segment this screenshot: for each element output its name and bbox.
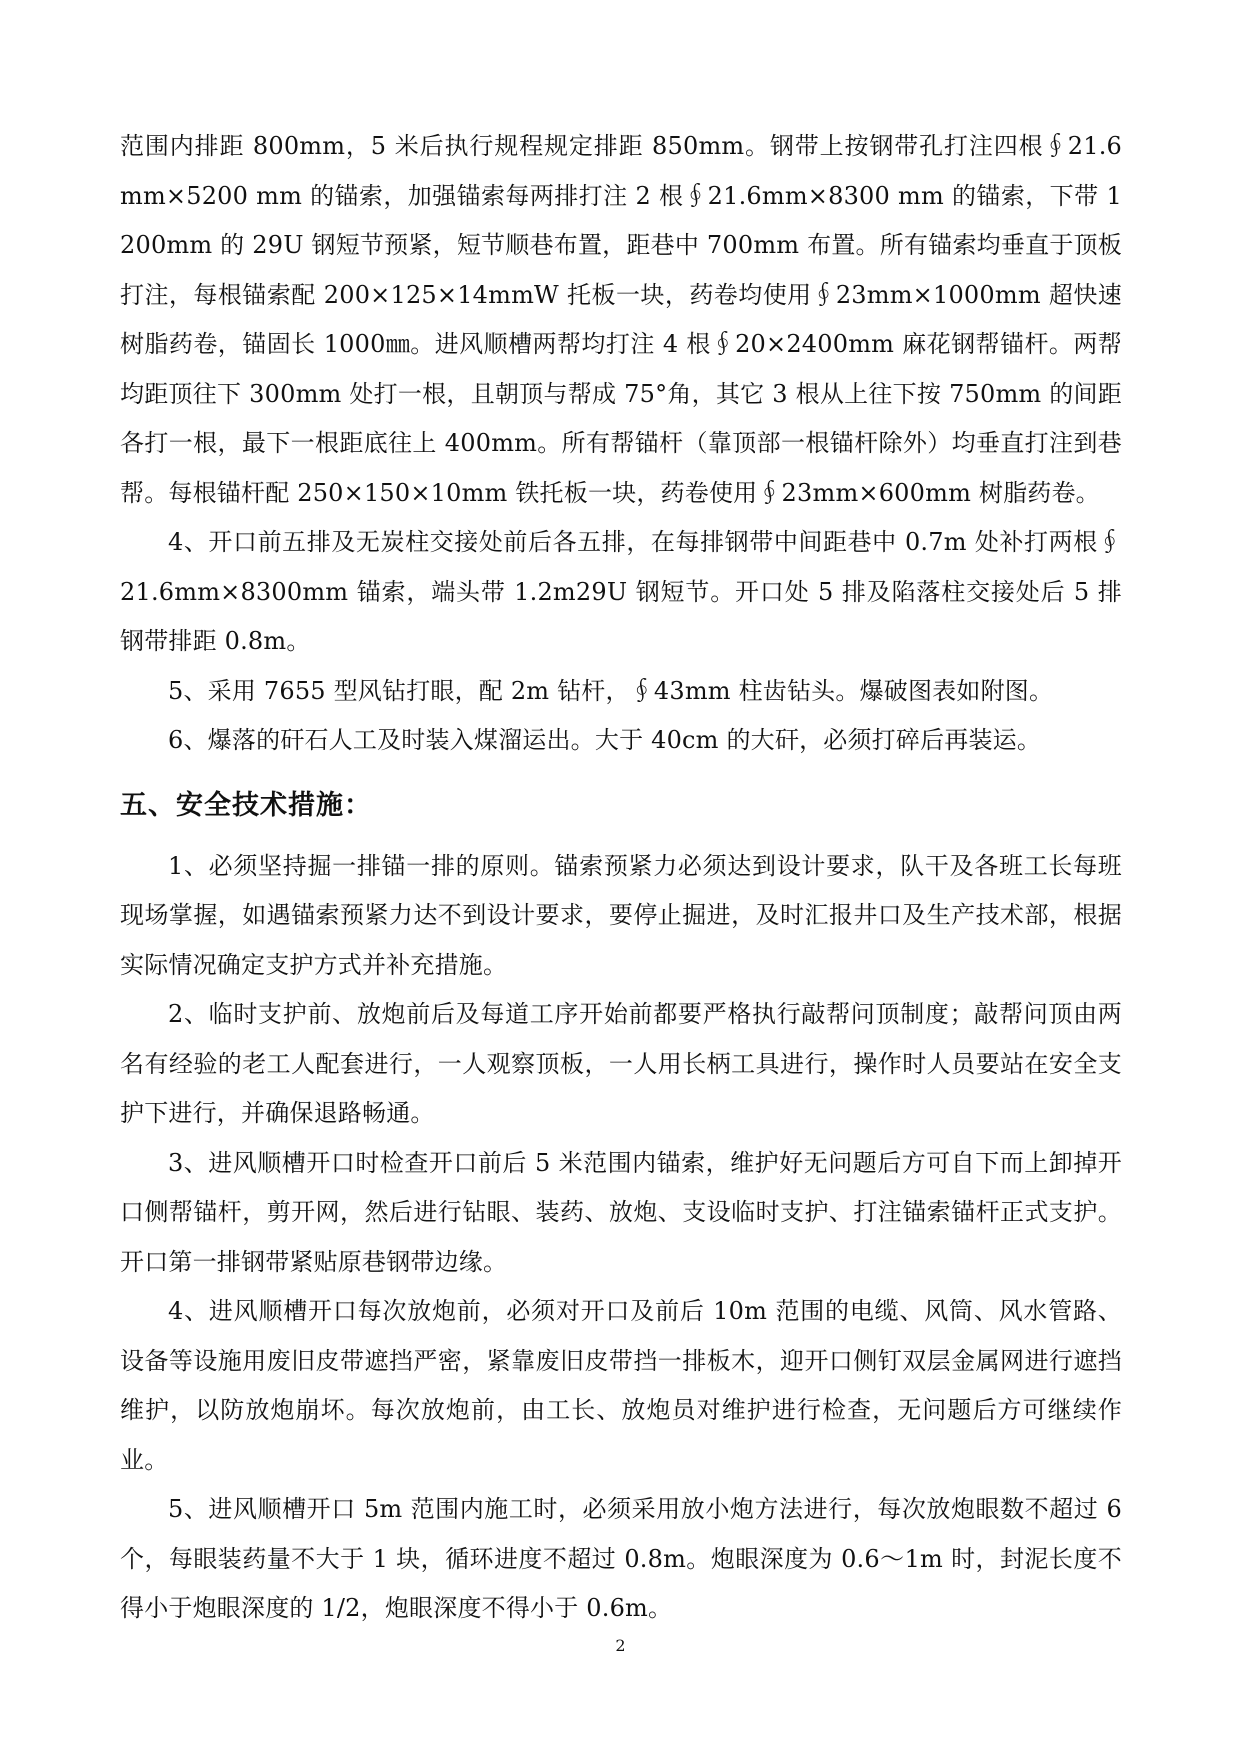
section-heading: 五、安全技术措施：	[120, 789, 372, 821]
paragraph-item-4: 4、开口前五排及无炭柱交接处前后各五排，在每排钢带中间距巷中 0.7m 处补打两根∮21.6mm×8300mm 锚索，端头带 1.2m29U 钢短节。开口处 5 排及陷落柱交接处后 5 排钢带排距 0.8m。	[120, 528, 1122, 655]
paragraph-item-5: 5、采用 7655 型风钻打眼，配 2m 钻杆，∮43mm 柱齿钻头。爆破图表如附图。	[168, 676, 1054, 705]
paragraph-continued-support-spec: 范围内排距 800mm，5 米后执行规程规定排距 850mm。钢带上按钢带孔打注四根∮21.6mm×5200 mm 的锚索，加强锚索每两排打注 2 根∮21.6mm×8300 mm 的锚索，下带 1200mm 的 29U 钢短节预紧，短节顺巷布置，距巷中 700mm 布置。所有锚索均垂直于顶板打注，每根锚索配 200×125×14mmW 托板一块，药卷均使用∮23mm×1000mm 超快速树脂药卷，锚固长 1000㎜。进风顺槽两帮均打注 4 根∮20×2400mm 麻花钢帮锚杆。两帮均距顶往下 300mm 处打一根，且朝顶与帮成 75°角，其它 3 根从上往下按 750mm 的间距各打一根，最下一根距底往上 400mm。所有帮锚杆（靠顶部一根锚杆除外）均垂直打注到巷帮。每根锚杆配 250×150×10mm 铁托板一块，药卷使用∮23mm×600mm 树脂药卷。	[120, 132, 1122, 507]
page-content	[120, 122, 1122, 1634]
safety-item-2: 2、临时支护前、放炮前后及每道工序开始前都要严格执行敲帮问顶制度；敲帮问顶由两名有经验的老工人配套进行，一人观察顶板，一人用长柄工具进行，操作时人员要站在安全支护下进行，并确保退路畅通。	[120, 1000, 1122, 1127]
safety-item-5: 5、进风顺槽开口 5m 范围内施工时，必须采用放小炮方法进行，每次放炮眼数不超过 6 个，每眼装药量不大于 1 块，循环进度不超过 0.8m。炮眼深度为 0.6～1m 时，封泥长度不得小于炮眼深度的 1/2，炮眼深度不得小于 0.6m。	[120, 1495, 1122, 1622]
paragraph-item-6: 6、爆落的矸石人工及时装入煤溜运出。大于 40cm 的大矸，必须打碎后再装运。	[168, 726, 1042, 754]
safety-item-3: 3、进风顺槽开口时检查开口前后 5 米范围内锚索，维护好无问题后方可自下而上卸掉开口侧帮锚杆，剪开网，然后进行钻眼、装药、放炮、支设临时支护、打注锚索锚杆正式支护。开口第一排钢带紧贴原巷钢带边缘。	[120, 1148, 1122, 1276]
safety-item-1: 1、必须坚持掘一排锚一排的原则。锚索预紧力必须达到设计要求，队干及各班工长每班现场掌握，如遇锚索预紧力达不到设计要求，要停止掘进，及时汇报井口及生产技术部，根据实际情况确定支护方式并补充措施。	[120, 851, 1122, 979]
page-number: 2	[615, 1636, 626, 1655]
safety-item-4: 4、进风顺槽开口每次放炮前，必须对开口及前后 10m 范围的电缆、风筒、风水管路、设备等设施用废旧皮带遮挡严密，紧靠废旧皮带挡一排板木，迎开口侧钉双层金属网进行遮挡维护，以防放炮崩坏。每次放炮前，由工长、放炮员对维护进行检查，无问题后方可继续作业。	[120, 1297, 1122, 1474]
